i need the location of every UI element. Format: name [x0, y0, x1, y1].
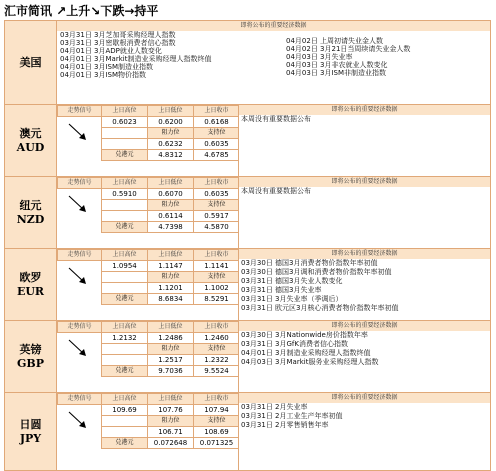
forex-table	[4, 20, 491, 471]
high-header: 上日高位	[102, 250, 148, 261]
events-header: 即将公布的重要经济数据	[239, 321, 490, 331]
support-label: 支持位	[194, 416, 239, 427]
support-label: 支持位	[194, 272, 239, 283]
high-header: 上日高位	[102, 322, 148, 333]
low-header: 上日低位	[148, 322, 194, 333]
resistance-value: 0.6232	[148, 139, 194, 150]
trend-header: 走势信号	[58, 250, 102, 261]
events-list	[239, 331, 490, 367]
support-value: 0.6035	[194, 139, 239, 150]
event-item: 04月03日 3月非农就业人数变化	[286, 61, 388, 69]
support-value: 0.5917	[194, 211, 239, 222]
down-arrow-icon: ↘	[90, 4, 101, 18]
event-item: 04月02日 上周初请失业金人数	[286, 37, 384, 45]
blank-cell	[102, 272, 148, 283]
low-value: 107.76	[148, 405, 194, 416]
rates-table	[57, 105, 239, 161]
event-item: 03月30日 德国3月调和消费者物价指数年率初值	[241, 268, 392, 276]
high-value: 0.6023	[102, 117, 148, 128]
blank-cell	[102, 211, 148, 222]
currency-row-gbp	[5, 321, 491, 393]
resistance-label: 阻力位	[148, 416, 194, 427]
resistance-value: 1.1201	[148, 283, 194, 294]
currency-code: NZD	[16, 212, 45, 226]
cny-label: 兑港元	[102, 222, 148, 233]
us-events-left	[57, 31, 286, 79]
cny-b-value: 0.071325	[194, 438, 239, 449]
us-label: 美国	[5, 21, 57, 105]
rates-cell	[57, 393, 239, 471]
down-arrow-icon	[66, 121, 90, 143]
down-arrow-icon	[66, 193, 90, 215]
support-value: 1.1002	[194, 283, 239, 294]
blank-cell	[102, 200, 148, 211]
blank-cell	[102, 427, 148, 438]
legend-up: 上升	[66, 4, 91, 18]
cny-label: 兑港元	[102, 438, 148, 449]
event-item: 03月31日 3月GfK消费者信心指数	[241, 340, 348, 348]
close-header: 上日收市	[194, 250, 239, 261]
close-header: 上日收市	[194, 106, 239, 117]
events-cell	[239, 249, 491, 321]
low-value: 0.6070	[148, 189, 194, 200]
support-value: 108.69	[194, 427, 239, 438]
event-item: 本周没有重要数据公布	[241, 187, 311, 195]
events-header: 即将公布的重要经济数据	[239, 393, 490, 403]
currency-cn: 英镑	[19, 342, 42, 356]
blank-cell	[102, 283, 148, 294]
currency-row-nzd	[5, 177, 491, 249]
close-value: 1.1141	[194, 261, 239, 272]
event-item: 03月31日 欧元区3月核心消费者物价指数年率初值	[241, 304, 399, 312]
title-prefix: 汇市简讯	[4, 4, 53, 18]
high-header: 上日高位	[102, 178, 148, 189]
events-cell	[239, 105, 491, 177]
legend-flat: 持平	[134, 4, 159, 18]
event-item: 03月31日 2月失业率	[241, 403, 308, 411]
trend-cell	[58, 405, 102, 449]
event-item: 04月01日 3月ISM物价指数	[60, 71, 147, 79]
event-item: 04月03日 3月Markit服务业采购经理人指数	[241, 358, 379, 366]
events-cell	[239, 177, 491, 249]
us-row	[5, 21, 491, 105]
event-item: 03月31日 2月零售销售年率	[241, 421, 329, 429]
resistance-label: 阻力位	[148, 200, 194, 211]
close-header: 上日收市	[194, 394, 239, 405]
high-value: 1.0954	[102, 261, 148, 272]
trend-cell	[58, 261, 102, 305]
event-item: 04月03日 3月失业率	[286, 53, 353, 61]
low-header: 上日低位	[148, 250, 194, 261]
event-item: 04月01日 3月ADP就业人数变化	[60, 47, 162, 55]
close-value: 1.2460	[194, 333, 239, 344]
currency-code: EUR	[16, 284, 45, 298]
cny-b-value: 4.5870	[194, 222, 239, 233]
cny-a-value: 8.6834	[148, 294, 194, 305]
event-item: 03月31日 3月密歇根消费者信心指数	[60, 39, 176, 47]
events-header: 即将公布的重要经济数据	[239, 249, 490, 259]
blank-cell	[102, 139, 148, 150]
us-events-cell	[57, 21, 491, 105]
events-cell	[239, 321, 491, 393]
events-header: 即将公布的重要经济数据	[239, 177, 490, 187]
event-item: 04月03日 3月ISM非制造业指数	[286, 69, 387, 77]
trend-cell	[58, 189, 102, 233]
support-label: 支持位	[194, 344, 239, 355]
currency-cn: 澳元	[19, 126, 42, 140]
event-item: 03月31日 3月失业率（季调后）	[241, 295, 343, 303]
currency-label	[5, 249, 57, 321]
event-item: 04月02日 3月21日当周续请失业金人数	[286, 45, 411, 53]
event-item: 04月01日 3月ISM制造业指数	[60, 63, 154, 71]
event-item: 03月30日 3月Nationwide房价指数年率	[241, 331, 368, 339]
trend-header: 走势信号	[58, 178, 102, 189]
events-list	[239, 115, 490, 124]
cny-a-value: 9.7036	[148, 366, 194, 377]
currency-cn: 纽元	[19, 198, 42, 212]
legend-down: 下跌	[100, 4, 125, 18]
event-item: 03月31日 德国3月失业率	[241, 286, 322, 294]
rates-table	[57, 249, 239, 305]
high-value: 109.69	[102, 405, 148, 416]
down-arrow-icon	[66, 337, 90, 359]
rates-cell	[57, 249, 239, 321]
support-label: 支持位	[194, 128, 239, 139]
us-header: 即将公布的重要经济数据	[57, 21, 490, 31]
event-item: 本周没有重要数据公布	[241, 115, 311, 123]
resistance-value: 0.6114	[148, 211, 194, 222]
event-item: 03月31日 德国3月失业人数变化	[241, 277, 343, 285]
page-title	[4, 2, 158, 18]
event-item: 03月31日 3月芝加哥采购经理人指数	[60, 31, 176, 39]
low-value: 0.6200	[148, 117, 194, 128]
up-arrow-icon: ↗	[56, 4, 67, 18]
currency-code: AUD	[16, 140, 45, 154]
support-label: 支持位	[194, 200, 239, 211]
cny-b-value: 8.5291	[194, 294, 239, 305]
low-value: 1.1147	[148, 261, 194, 272]
us-events-right	[286, 31, 486, 79]
cny-label: 兑港元	[102, 150, 148, 161]
high-value: 0.5910	[102, 189, 148, 200]
currency-label	[5, 393, 57, 471]
cny-a-value: 0.072648	[148, 438, 194, 449]
close-value: 0.6168	[194, 117, 239, 128]
cny-b-value: 4.6785	[194, 150, 239, 161]
currency-code: JPY	[19, 431, 42, 445]
currency-label	[5, 177, 57, 249]
cny-a-value: 4.7398	[148, 222, 194, 233]
high-header: 上日高位	[102, 394, 148, 405]
close-header: 上日收市	[194, 322, 239, 333]
currency-row-eur	[5, 249, 491, 321]
low-value: 1.2486	[148, 333, 194, 344]
trend-header: 走势信号	[58, 394, 102, 405]
resistance-value: 1.2517	[148, 355, 194, 366]
event-item: 03月31日 2月工业生产年率初值	[241, 412, 343, 420]
low-header: 上日低位	[148, 394, 194, 405]
down-arrow-icon	[66, 409, 90, 431]
event-item: 04月01日 3月制造业采购经理人指数终值	[241, 349, 371, 357]
cny-label: 兑港元	[102, 294, 148, 305]
events-header: 即将公布的重要经济数据	[239, 105, 490, 115]
resistance-label: 阻力位	[148, 272, 194, 283]
trend-cell	[58, 333, 102, 377]
currency-cn: 日圆	[19, 417, 42, 431]
currency-label	[5, 321, 57, 393]
high-value: 1.2132	[102, 333, 148, 344]
down-arrow-icon	[66, 265, 90, 287]
trend-cell	[58, 117, 102, 161]
high-header: 上日高位	[102, 106, 148, 117]
rates-table	[57, 177, 239, 233]
events-list	[239, 259, 490, 313]
resistance-label: 阻力位	[148, 344, 194, 355]
rates-cell	[57, 177, 239, 249]
close-header: 上日收市	[194, 178, 239, 189]
close-value: 107.94	[194, 405, 239, 416]
rates-cell	[57, 105, 239, 177]
event-item: 03月30日 德国3月消费者物价指数年率初值	[241, 259, 378, 267]
cny-label: 兑港元	[102, 366, 148, 377]
currency-cn: 欧罗	[19, 270, 42, 284]
rates-table	[57, 393, 239, 449]
currency-label	[5, 105, 57, 177]
blank-cell	[102, 344, 148, 355]
support-value: 1.2322	[194, 355, 239, 366]
events-cell	[239, 393, 491, 471]
flat-arrow-icon: →	[124, 4, 135, 18]
cny-b-value: 9.5524	[194, 366, 239, 377]
cny-a-value: 4.8312	[148, 150, 194, 161]
resistance-label: 阻力位	[148, 128, 194, 139]
blank-cell	[102, 128, 148, 139]
low-header: 上日低位	[148, 106, 194, 117]
trend-header: 走势信号	[58, 322, 102, 333]
close-value: 0.6035	[194, 189, 239, 200]
rates-cell	[57, 321, 239, 393]
currency-row-jpy	[5, 393, 491, 471]
currency-code: GBP	[17, 356, 44, 370]
events-list	[239, 403, 490, 430]
rates-table	[57, 321, 239, 377]
blank-cell	[102, 416, 148, 427]
resistance-value: 106.71	[148, 427, 194, 438]
event-item: 04月01日 3月Markit制造业采购经理人指数终值	[60, 55, 212, 63]
events-list	[239, 187, 490, 196]
low-header: 上日低位	[148, 178, 194, 189]
currency-row-aud	[5, 105, 491, 177]
blank-cell	[102, 355, 148, 366]
trend-header: 走势信号	[58, 106, 102, 117]
